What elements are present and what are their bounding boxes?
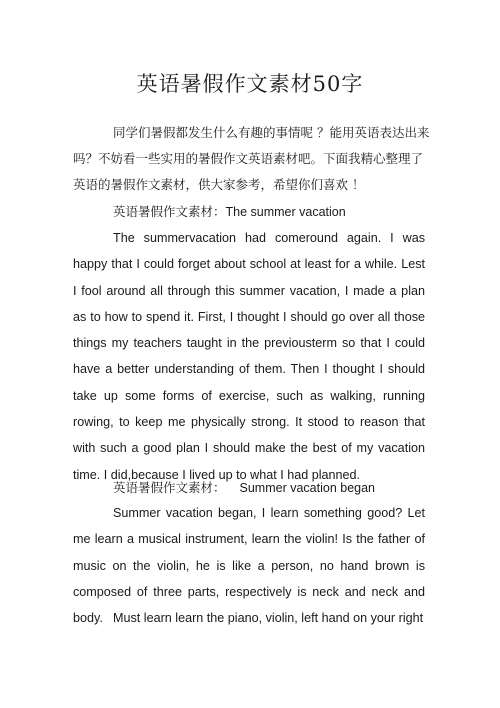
- section-heading-2: [113, 480, 375, 496]
- intro-line-2: 吗？不妨看一些实用的暑假作文英语素材吧。下面我精心整理了: [73, 151, 424, 166]
- section-heading-2-cn: 英语暑假作文素材：: [113, 480, 226, 495]
- section-heading-1: [113, 204, 346, 220]
- intro-line-1: 同学们暑假都发生什么有趣的事情呢 ？能用英语表达出来: [113, 125, 430, 140]
- document-title: 英语暑假作文素材50字: [136, 72, 364, 96]
- section-heading-1-cn: 英语暑假作文素材：: [113, 204, 226, 219]
- section-heading-2-en: Summer vacation began: [239, 481, 376, 495]
- section-1-paragraph: The summervacation had comeround again. I was happy that I could forget about school at least for a while. Lest I fool around all through this summer vacation, I made a plan as to how to spend it. First, I thought I should go over all those things my teachers taught in the previousterm so that I could have a better understanding of them. Then I thought I should take up some forms of exercise, such as walking, running rowing, to keep me physically strong. It stood to reason that with such a good plan I should make the best of my vacation time. I did,because I lived up to what I had planned.: [73, 231, 425, 482]
- intro-line-3: 英语的暑假作文素材，供大家参考，希望你们喜欢 ！: [73, 177, 365, 192]
- section-heading-1-en: The summer vacation: [225, 205, 346, 219]
- section-2-paragraph-1: Summer vacation began, I learn something good? Let me learn a musical instrument, learn the violin! Is the father of music on the violin, he is like a person, no hand brown is composed of three parts, respectively is neck and neck and body.: [73, 506, 425, 626]
- section-2-paragraph-2: Must learn learn the piano, violin, left hand on your right: [113, 611, 424, 625]
